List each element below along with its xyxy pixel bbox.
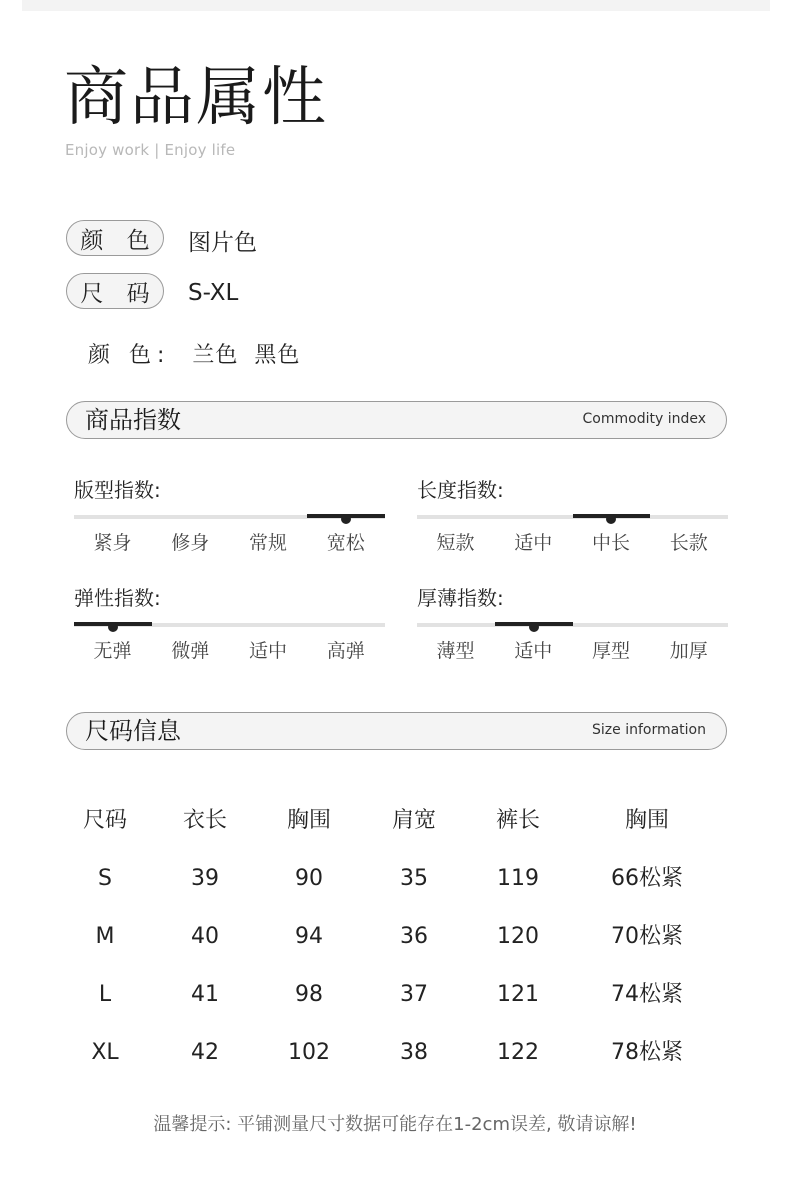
table-header-row (50, 792, 760, 850)
table-cell: 37 (400, 982, 428, 1007)
index-option-label: 长款 (669, 532, 708, 554)
index-marker-dot (529, 622, 539, 632)
index-track (74, 515, 385, 519)
index-option-label: 适中 (248, 640, 287, 662)
index-option-label: 短款 (436, 532, 475, 554)
table-cell: 98 (295, 982, 323, 1007)
index-marker-dot (341, 514, 351, 524)
table-row (50, 966, 760, 1024)
table-cell: XL (91, 1040, 119, 1065)
index-marker-dot (108, 622, 118, 632)
index-option-label: 无弹 (93, 640, 132, 662)
index-track (417, 515, 728, 519)
page-title: 商品属性 (64, 61, 328, 135)
index-options (417, 634, 728, 664)
index-track (74, 623, 385, 627)
index-option-label: 加厚 (669, 640, 708, 662)
table-header-cell: 尺码 (82, 808, 127, 833)
page-subtitle: Enjoy work | Enjoy life (65, 141, 236, 159)
table-cell: 39 (191, 866, 219, 891)
color-options-values: 兰色 黑色 (192, 343, 301, 368)
index-name: 厚薄指数: (417, 586, 504, 610)
index-marker-dot (606, 514, 616, 524)
index-name: 弹性指数: (74, 586, 161, 610)
table-cell: 90 (295, 866, 323, 891)
table-row (50, 850, 760, 908)
table-cell: 122 (497, 1040, 539, 1065)
index-option-label: 常规 (248, 532, 287, 554)
table-cell: L (98, 982, 112, 1007)
index-name: 版型指数: (74, 478, 161, 502)
index-option-label: 修身 (171, 532, 210, 554)
table-row (50, 1024, 760, 1082)
color-options-line (88, 338, 300, 369)
table-cell: 36 (400, 924, 428, 949)
index-option-label: 微弹 (171, 640, 210, 662)
attribute-value-color: 图片色 (188, 230, 257, 256)
index-scale (417, 476, 728, 556)
table-cell: 38 (400, 1040, 428, 1065)
index-scale (74, 476, 385, 556)
attribute-label-size: 尺 码 (66, 273, 164, 309)
section-subtitle: Size information (592, 722, 706, 738)
section-title: 尺码信息 (85, 717, 181, 745)
table-row (50, 908, 760, 966)
index-option-label: 适中 (514, 532, 553, 554)
index-option-label: 薄型 (436, 640, 475, 662)
table-cell: 102 (288, 1040, 330, 1065)
index-options (74, 634, 385, 664)
table-cell: 66松紧 (611, 866, 683, 891)
index-option-label: 厚型 (591, 640, 630, 662)
table-cell: 40 (191, 924, 219, 949)
table-cell: 42 (191, 1040, 219, 1065)
index-options (74, 526, 385, 556)
table-cell: M (95, 924, 115, 949)
table-cell: 70松紧 (611, 924, 683, 949)
section-subtitle: Commodity index (582, 411, 706, 427)
index-name: 长度指数: (417, 478, 504, 502)
index-options (417, 526, 728, 556)
table-header-cell: 衣长 (182, 808, 227, 833)
table-cell: 94 (295, 924, 323, 949)
index-option-label: 高弹 (326, 640, 365, 662)
table-cell: S (98, 866, 112, 891)
table-header-cell: 肩宽 (391, 808, 436, 833)
index-track (417, 623, 728, 627)
table-header-cell: 胸围 (286, 808, 331, 833)
index-option-label: 紧身 (93, 532, 132, 554)
size-table (50, 792, 760, 1082)
index-scale (417, 584, 728, 664)
table-header-cell: 胸围 (624, 808, 669, 833)
commodity-index-header (66, 401, 727, 439)
index-option-label: 中长 (591, 532, 630, 554)
index-option-label: 宽松 (326, 532, 365, 554)
table-cell: 78松紧 (611, 1040, 683, 1065)
top-divider-bar (22, 0, 770, 11)
table-cell: 41 (191, 982, 219, 1007)
color-options-label: 颜 色: (88, 343, 171, 368)
index-scale (74, 584, 385, 664)
table-header-cell: 裤长 (495, 808, 540, 833)
attribute-label-color: 颜 色 (66, 220, 164, 256)
section-title: 商品指数 (85, 406, 181, 434)
attribute-value-size: S-XL (188, 280, 239, 306)
index-option-label: 适中 (514, 640, 553, 662)
size-info-header (66, 712, 727, 750)
table-cell: 119 (497, 866, 539, 891)
table-cell: 35 (400, 866, 428, 891)
table-cell: 121 (497, 982, 539, 1007)
table-cell: 74松紧 (611, 982, 683, 1007)
measurement-note: 温馨提示: 平铺测量尺寸数据可能存在1-2cm误差, 敬请谅解! (153, 1114, 637, 1135)
table-cell: 120 (497, 924, 539, 949)
